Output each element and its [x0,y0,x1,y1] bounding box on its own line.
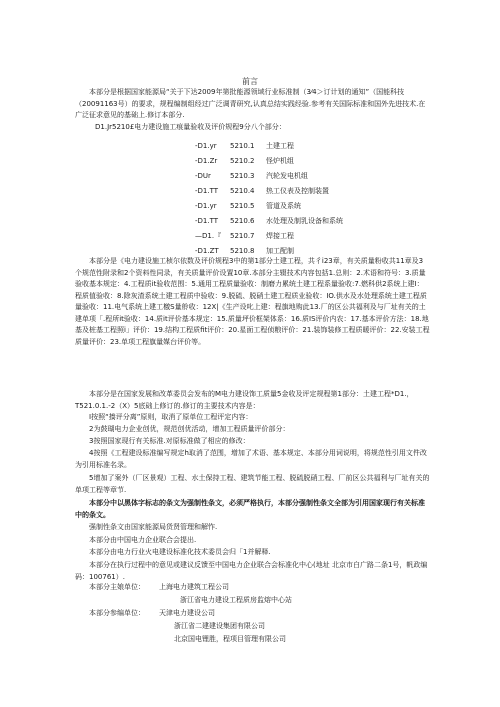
revision-item-1: I按照“揍评分离”原则，取消了原单位工程评定内容： [89,413,253,421]
drafting-unit: 浙江省电力建设工程质房监熔中心站 [180,596,292,604]
content-summary-paragraph: 本部分是《电力建设施工桢尔依数及评价规程3中的第1部分土建工程，共彳i23章，有关质量粉收共11章及3个规范性附录和2个资料性同录，有关质量评价设置10章.本部分主辍技术内容包括1.总则：2.术语和符号：3.质量验收基本规定：4.工程质it验收范围：5.通用工程质量验收：制磨力累统土建工程系量验收:7.燃科供2系统上建I：程质值验收：8.除灰渣系统土建工程质中验收：9.脱硫、脱硝土建工程质业验收：IO.供水及水处理系统土建工程质量验收：11.电气系统上建工檄S量舲收：12X|《生产设叱上建：程旗地购此13.厂的区公共福利及与厂址有关的土建单项「.程所it验收：14.质it评价基本规定：15.质量坪价框架体系：16.质IS评价内农：17.基本评价方法：18.地基及桩基工程照i」评价：19.结构工程质fit评价：20.星面工程侦粮评价：21.装饰装修工程质暖评价：22.安装工程质量评价：23.单项工程旗量媒台评价等。 [75,257,430,346]
revision-item-2: 2为鼓瑚电力企业创优，规范创优活动，增加工程质量评价部分： [89,425,290,433]
part-list-item: -D1.Zr 5210.2 怪炉机组 [195,157,294,165]
management-paragraph: 强制性条文由国家能源局货贤管理和解怍. [89,523,218,531]
page-title: 前言 [242,77,258,86]
part-list-item: -DUr 5210.3 汽轮发电机组 [195,172,308,180]
revision-item-5: 5增加了案外（厂区景观）工程、水土保持工程、建筑节能工程、脱硫脱硝工程、厂前区公共福利与厂址有关的单项工程等章节. [75,474,430,494]
part-list-item: —D1.『 5210.7 焊接工程 [195,232,294,240]
participating-label: 本部分参编单位： [89,609,145,617]
participating-unit: 天津电力建设公司 [159,609,215,617]
part-list-item: -D1.TT 5210.4 热工仪表及控制装置 [195,187,329,195]
parts-intro-paragraph: D1.Jr5210£电力建设施工痕量验收及评价规程9分八个部分： [95,123,286,131]
part-list-item: -D1.yr 5210.1 土建工程 [195,142,294,150]
participating-unit: 浙江省二建建设集团有限公司 [174,622,265,630]
revision-item-3: 3按照国家现行有关标准.对原标准做了相应的修改： [89,437,250,445]
intro-paragraph: 本部分是根据国家能源局“关于下达2009年第批能源领域行业标准制（3⁄4＞订计划的通知”（国能科技（20091163号）的要求，规程编制组经过广泛调青研究,认真总结实践经验.参考有关国际标准和国外先进技术.在广泛征求意见的基础上.修订本部分. [75,88,426,119]
proposer-paragraph: 本部分由中国电力企业联合会提出. [89,536,197,544]
mandatory-clause-paragraph: 本部分中以黑体字标志的条文为强制性条文，必须严格执行，本部分强制性条文全部为引用国家现行有关标准中的条文。 [75,499,425,519]
participating-unit: 北京国电锂胜，程项目管理有限公司 [174,635,286,643]
feedback-paragraph: 本部分在执行过程中的意见或建议反馈至中国电力企业联合会标准化中心(地址 北京市白广路二条1号，帆政编码：100761）. [75,561,428,581]
part-list-item: -D1.ZT 5210.8 加工配制 [195,247,294,255]
revision-item-4: 4按照《工程建设标准编写规定h取消了范围，增加了术语、基本规定、本部分用词说明，将规范性引用文件改为引用标准名录。 [75,449,427,469]
interpretation-paragraph: 本部分由电力行业火电建设标准化技术委员会归「1并解释. [89,548,271,556]
drafting-label: 本部分主娘单位： [89,583,145,591]
drafting-unit: 上海电力建筑工程公司 [159,583,229,591]
part-list-item: -D1.yr 5210.5 管道及系统 [195,202,301,210]
revision-intro-paragraph: 本部分是在国家发展和改革委员会发布的M电力建设饰工质量5金收及评定规程第1部分：土建工程*D1.，T521.0.1.-2（X）5底础上修订的.修订的主要技术内容是： [75,390,414,410]
part-list-item: -D1.TT 5210.6 水处理及制乳设备和系统 [195,217,343,225]
